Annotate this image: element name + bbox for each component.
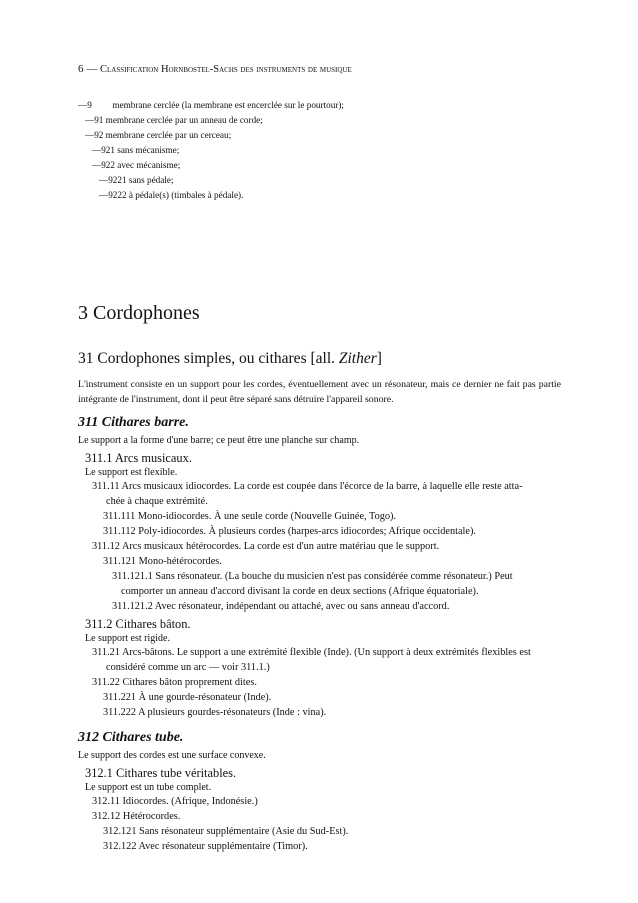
entry-92: —92 membrane cerclée par un cerceau; (85, 130, 232, 140)
section-31-intro: L'instrument consiste en un support pour les cordes, éventuellement avec un résonateur, mais ce dernier ne fait pas partie intégrante de l'instrument, dont il peut être séparé sans détruire l'appareil sonore. (78, 379, 561, 405)
entry-3111212: 311.121.2 Avec résonateur, indépendant ou attaché, avec ou sans anneau d'accord. (112, 601, 450, 612)
entry-3111211-line2: comporter un anneau d'accord divisant la corde en deux sections (Afrique équatoriale). (121, 586, 479, 597)
entry-9222: —9222 à pédale(s) (timbales à pédale). (99, 190, 244, 200)
entry-312122: 312.122 Avec résonateur supplémentaire (Timor). (103, 841, 308, 852)
entry-31121-line2: considéré comme un arc — voir 311.1.) (106, 662, 270, 673)
entry-311222: 311.222 A plusieurs gourdes-résonateurs (Inde : vina). (103, 707, 327, 718)
header-title: Classification Hornbostel-Sachs des instruments de musique (100, 64, 352, 75)
header-dash: — (83, 63, 100, 75)
entry-9 (78, 100, 344, 110)
entry-31112: 311.12 Arcs musicaux hétérocordes. La corde est d'un autre matériau que le support. (92, 541, 440, 552)
section-3112-desc: Le support est rigide. (85, 633, 170, 644)
entry-91: —91 membrane cerclée par un anneau de corde; (85, 115, 263, 125)
section-311-title: 311 Cithares barre. (78, 415, 189, 430)
entry-311221: 311.221 À une gourde-résonateur (Inde). (103, 692, 272, 703)
section-312-title: 312 Cithares tube. (78, 730, 184, 745)
section-311-desc: Le support a la forme d'une barre; ce peut être une planche sur champ. (78, 435, 360, 446)
running-header (78, 63, 352, 75)
entry-9-desc: membrane cerclée (la membrane est encerclée sur le pourtour); (112, 100, 344, 110)
entry-31121-line1: 311.21 Arcs-bâtons. Le support a une extrémité flexible (Inde). (Un support à deux extrémités flexibles est (92, 647, 531, 658)
entry-311112: 311.112 Poly-idiocordes. À plusieurs cordes (harpes-arcs idiocordes; Afrique occidentale). (103, 526, 476, 537)
entry-31212: 312.12 Hétérocordes. (92, 811, 181, 822)
entry-311121: 311.121 Mono-hétérocordes. (103, 556, 222, 567)
entry-31211: 312.11 Idiocordes. (Afrique, Indonésie.) (92, 796, 258, 807)
entry-3111211-line1: 311.121.1 Sans résonateur. (La bouche du musicien n'est pas considérée comme résonateur.) Peut (112, 571, 513, 582)
entry-9-code: —9 (78, 100, 92, 110)
entry-9221: —9221 sans pédale; (99, 175, 174, 185)
entry-311111: 311.111 Mono-idiocordes. À une seule corde (Nouvelle Guinée, Togo). (103, 511, 397, 522)
section-312-desc: Le support des cordes est une surface convexe. (78, 750, 266, 761)
entry-312121: 312.121 Sans résonateur supplémentaire (Asie du Sud-Est). (103, 826, 349, 837)
entry-31122: 311.22 Cithares bâton proprement dites. (92, 677, 257, 688)
entry-921: —921 sans mécanisme; (92, 145, 180, 155)
section-3121-title: 312.1 Cithares tube véritables. (85, 766, 237, 780)
section-3111-title: 311.1 Arcs musicaux. (85, 451, 192, 465)
entry-31111-line1: 311.11 Arcs musicaux idiocordes. La corde est coupée dans l'écorce de la barre, à laquelle elle reste atta- (92, 481, 523, 492)
chapter-title: 3 Cordophones (78, 302, 200, 324)
section-3112-title: 311.2 Cithares bâton. (85, 617, 191, 631)
entry-31111-line2: chée à chaque extrémité. (106, 496, 208, 507)
entry-922: —922 avec mécanisme; (92, 160, 181, 170)
section-3121-desc: Le support est un tube complet. (85, 782, 212, 793)
page-number: 6 (78, 63, 84, 75)
section-3111-desc: Le support est flexible. (85, 467, 178, 478)
section-31-title: 31 Cordophones simples, ou cithares [all. Zither] (78, 350, 382, 367)
